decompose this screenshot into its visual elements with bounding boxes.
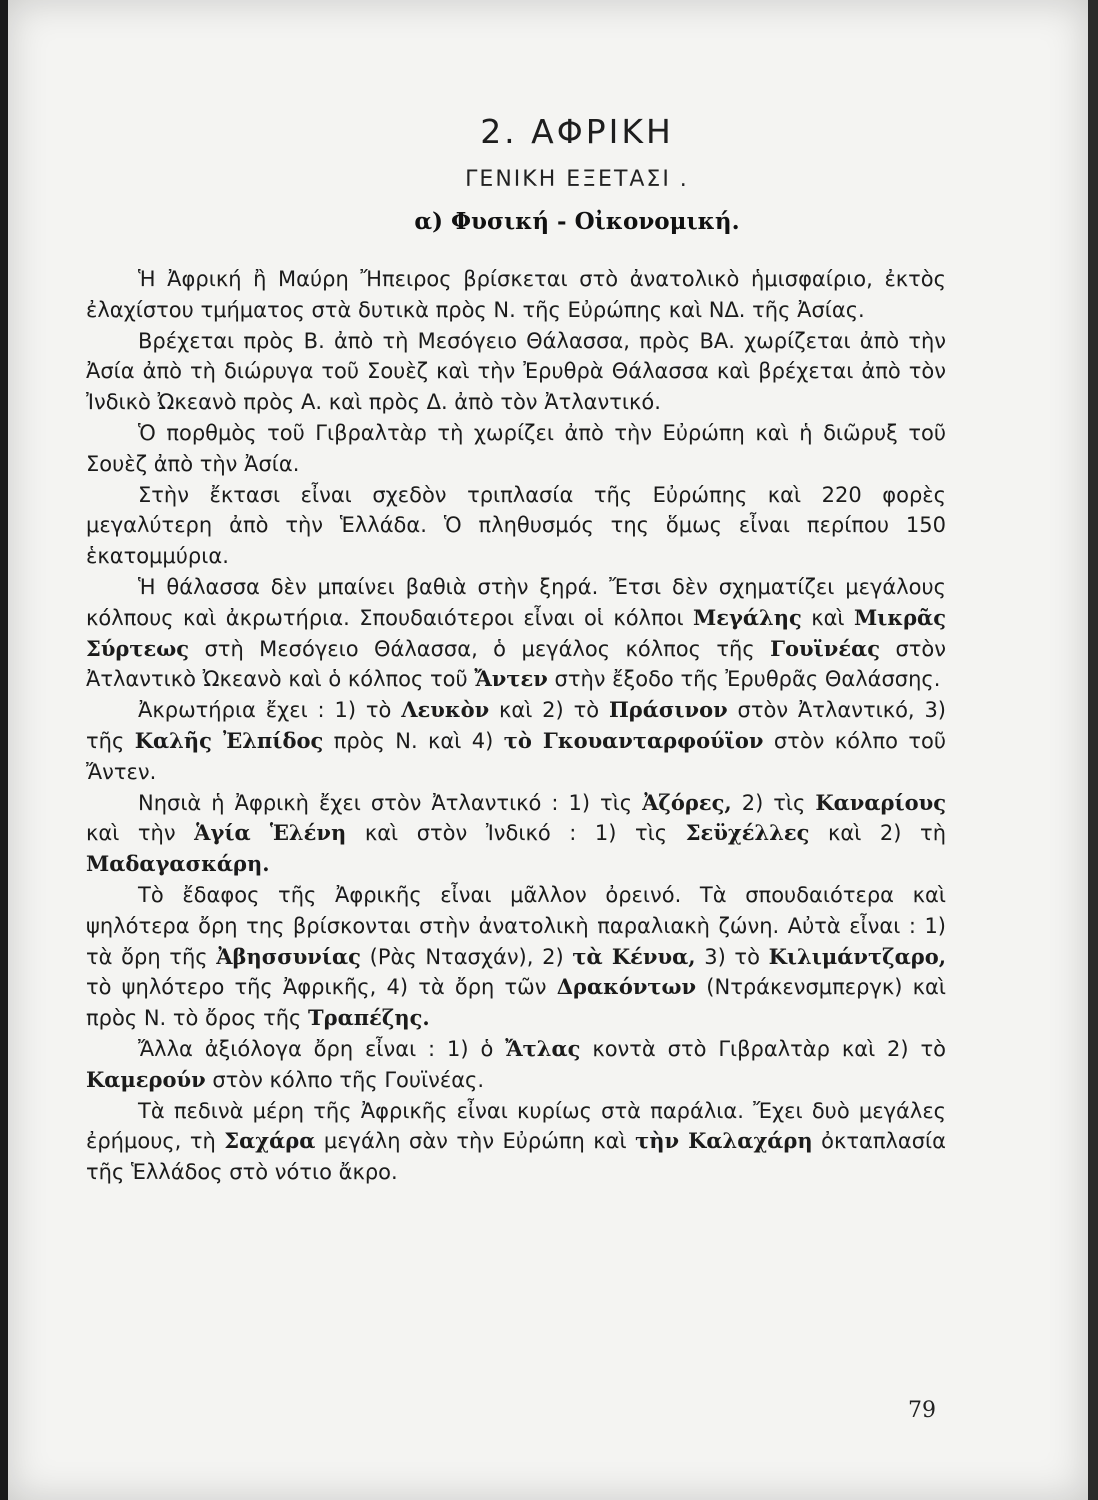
paragraph-straits: Ὁ πορθμὸς τοῦ Γιβραλτὰρ τὴ χωρίζει ἀπὸ τὴν Εὐρώπη καὶ ἡ διῶρυξ τοῦ Σουὲζ ἀπὸ τὴν Ἀσία. [86, 420, 946, 476]
chapter-subtitle: ΓΕΝΙΚΗ ΕΞΕΤΑΣΙ . [465, 167, 689, 192]
paragraph-deserts: Τὰ πεδινὰ μέρη τῆς Ἀφρικῆς εἶναι κυρίως στὰ παράλια. Ἔχει δυὸ μεγάλες ἐρήμους, τὴ Σαχάρα μεγάλη σὰν τὴν Εὐρώπη καὶ τὴν Καλαχάρη ὀκταπλασία τῆς Ἑλλάδος στὸ νότιο ἄκρο. [86, 1098, 947, 1185]
scan-edge-right [1088, 0, 1098, 1500]
paragraph-capes: Ἀκρωτήρια ἔχει : 1) τὸ Λευκὸν καὶ 2) τὸ Πράσινον στὸν Ἀτλαντικό, 3) τῆς Καλῆς Ἐλπίδος πρὸς Ν. καὶ 4) τὸ Γκουανταρφούϊον στὸν κόλπο τοῦ Ἄντεν. [86, 697, 947, 784]
paragraph-gulfs: Ἡ θάλασσα δὲν μπαίνει βαθιὰ στὴν ξηρά. Ἔτσι δὲν σχηματίζει μεγάλους κόλπους καὶ ἀκρωτήρια. Σπουδαιότεροι εἶναι οἱ κόλποι Μεγάλης καὶ Μικρᾶς Σύρτεως στὴ Μεσόγειο Θάλασσα, ὁ μεγάλος κόλπος τῆς Γουϊνέας στὸν Ἀτλαντικὸ Ὠκεανὸ καὶ ὁ κόλπος τοῦ Ἄντεν στὴν ἔξοδο τῆς Ἐρυθρᾶς Θαλάσσης. [86, 574, 946, 692]
paragraph-other-mountains: Ἄλλα ἀξιόλογα ὄρη εἶναι : 1) ὁ Ἄτλας κοντὰ στὸ Γιβραλτὰρ καὶ 2) τὸ Καμερούν στὸν κόλπο τῆς Γουϊνέας. [86, 1035, 946, 1092]
body-text [86, 264, 946, 1188]
paragraph-islands: Νησιὰ ἡ Ἀφρικὴ ἔχει στὸν Ἀτλαντικό : 1) τὶς Ἀζόρες, 2) τὶς Καναρίους καὶ τὴν Ἁγία Ἑλένη καὶ στὸν Ἰνδικό : 1) τὶς Σεϋχέλλες καὶ 2) τὴ Μαδαγασκάρη. [86, 789, 947, 877]
scan-edge-left [0, 0, 8, 1500]
paragraph-borders: Βρέχεται πρὸς Β. ἀπὸ τὴ Μεσόγειο Θάλασσα, πρὸς ΒΑ. χωρίζεται ἀπὸ τὴν Ἀσία ἀπὸ τὴ διώρυγα τοῦ Σουὲζ καὶ τὴν Ἐρυθρὰ Θάλασσα καὶ βρέχεται ἀπὸ τὸν Ἰνδικὸ Ὠκεανὸ πρὸς Α. καὶ πρὸς Δ. ἀπὸ τὸν Ἀτλαντικό. [86, 328, 946, 415]
paragraph-size: Στὴν ἔκτασι εἶναι σχεδὸν τριπλασία τῆς Εὐρώπης καὶ 220 φορὲς μεγαλύτερη ἀπὸ τὴν Ἑλλάδα. Ὁ πληθυσμός της ὅμως εἶναι περίπου 150 ἑκατομμύρια. [86, 482, 946, 569]
paragraph-location: Ἡ Ἀφρική ἢ Μαύρη Ἤπειρος βρίσκεται στὸ ἀνατολικὸ ἡμισφαίριο, ἐκτὸς ἐλαχίστου τμήματος στὰ δυτικὰ πρὸς Ν. τῆς Εὐρώπης καὶ ΝΔ. τῆς Ἀσίας. [86, 267, 946, 322]
page-number: 79 [908, 1398, 936, 1423]
section-heading: α) Φυσική - Οἰκονομική. [414, 208, 740, 235]
book-page [8, 0, 1088, 1500]
paragraph-mountains: Τὸ ἔδαφος τῆς Ἀφρικῆς εἶναι μᾶλλον ὀρεινό. Τὰ σπουδαιότερα καὶ ψηλότερα ὄρη της βρίσκονται στὴν ἀνατολικὴ παραλιακὴ ζώνη. Αὐτὰ εἶναι : 1) τὰ ὄρη τῆς Ἀβησσυνίας (Ρὰς Ντασχάν), 2) τὰ Κένυα, 3) τὸ Κιλιμάντζαρο, τὸ ψηλότερο τῆς Ἀφρικῆς, 4) τὰ ὄρη τῶν Δρακόντων (Ντράκενσμπεργκ) καὶ πρὸς Ν. τὸ ὄρος τῆς Τραπέζης. [86, 882, 947, 1031]
chapter-title: 2. ΑΦΡΙΚΗ [480, 112, 674, 151]
